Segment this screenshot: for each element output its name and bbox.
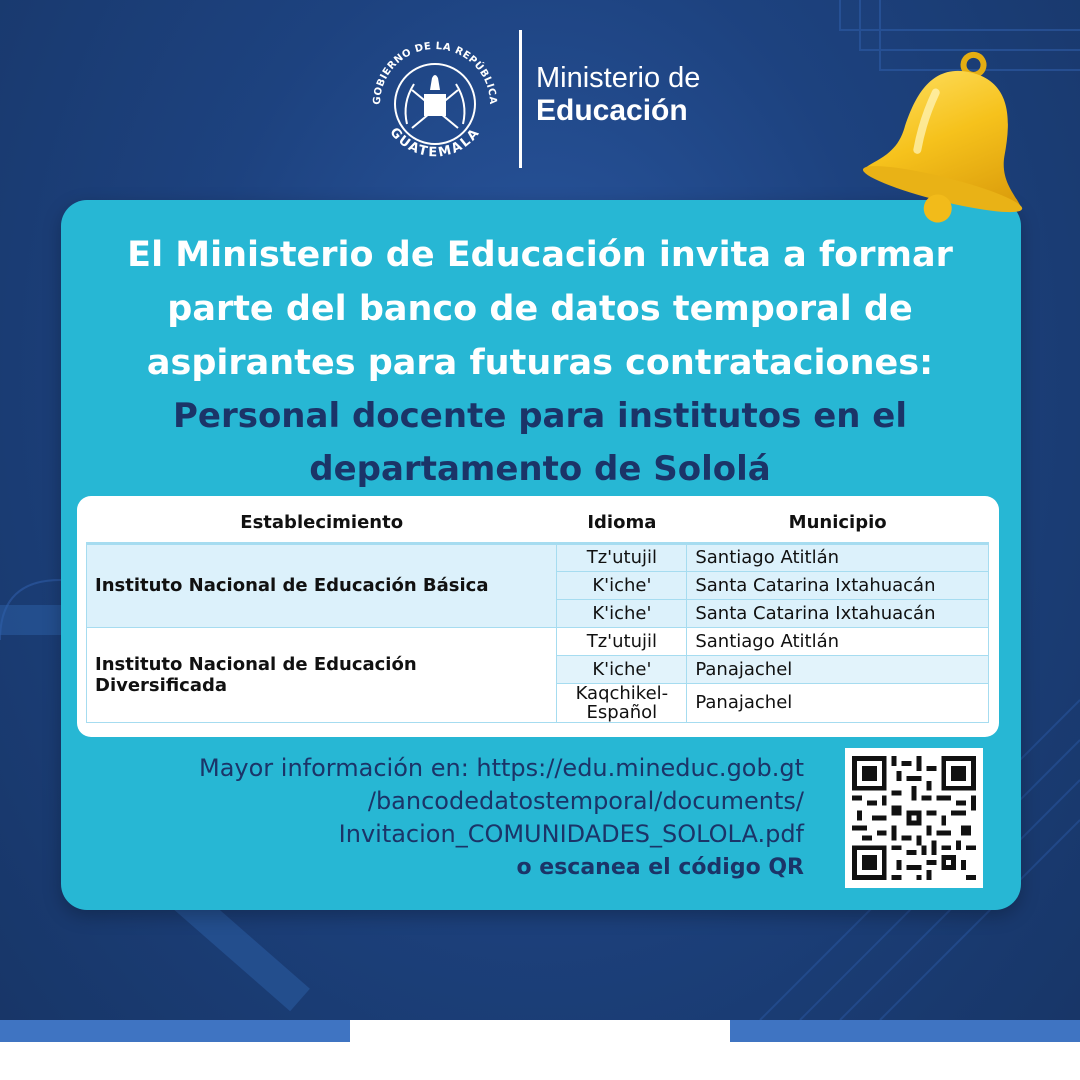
table-row [87,543,989,571]
info-line3: Invitacion_COMUNIDADES_SOLOLA.pdf [338,820,804,848]
table-header-row [87,503,989,543]
header-establishment: Establecimiento [87,503,557,543]
bottom-band-middle [350,1020,730,1042]
language-cell: K'iche' [557,655,687,683]
bell-icon [862,48,1032,238]
establishment-cell: Instituto Nacional de Educación Diversificada [87,627,557,722]
language-cell: K'iche' [557,571,687,599]
language-line2: Español [586,701,658,723]
scan-qr-text: o escanea el código QR [516,855,804,880]
headline-line2: parte del banco de datos temporal de [167,289,913,329]
language-cell: K'iche' [557,599,687,627]
more-info [140,752,804,884]
info-line1: Mayor información en: https://edu.mineduc.gob.gt [198,754,804,782]
header-language: Idioma [557,503,687,543]
headline-line3: aspirantes para futuras contrataciones: [146,343,934,383]
government-seal-icon [362,28,508,174]
subheading [0,390,1080,496]
bottom-band-right [730,1020,1080,1042]
headline-line1: El Ministerio de Educación invita a formar [127,235,953,275]
municipality-cell: Panajachel [687,683,989,722]
positions-table [86,503,989,723]
logo-divider [519,30,522,168]
establishment-cell: Instituto Nacional de Educación Básica [87,543,557,627]
bottom-band-left [0,1020,350,1042]
qr-code-icon [852,755,976,881]
language-cell: Tz'utujil [557,627,687,655]
seal-text-top: GOBIERNO DE LA REPÚBLICA [371,40,499,106]
municipality-cell: Panajachel [687,655,989,683]
ministry-name-line1: Ministerio de [536,62,701,94]
svg-text:GUATEMALA [386,125,483,161]
table-row [87,627,989,655]
municipality-cell: Santa Catarina Ixtahuacán [687,599,989,627]
language-cell: Tz'utujil [557,543,687,571]
header-municipality: Municipio [687,503,989,543]
subheading-line1: Personal docente para institutos en el [172,396,908,436]
language-cell [557,683,687,722]
bottom-margin [0,1042,1080,1080]
seal-text-bottom: GUATEMALA [386,124,484,161]
ministry-name-line2: Educación [536,94,688,127]
info-line2: /bancodedatostemporal/documents/ [367,787,804,815]
municipality-cell: Santiago Atitlán [687,627,989,655]
language-line1: Kaqchikel- [575,682,669,704]
subheading-line2: departamento de Sololá [309,449,771,489]
municipality-cell: Santa Catarina Ixtahuacán [687,571,989,599]
municipality-cell: Santiago Atitlán [687,543,989,571]
headline [0,228,1080,390]
